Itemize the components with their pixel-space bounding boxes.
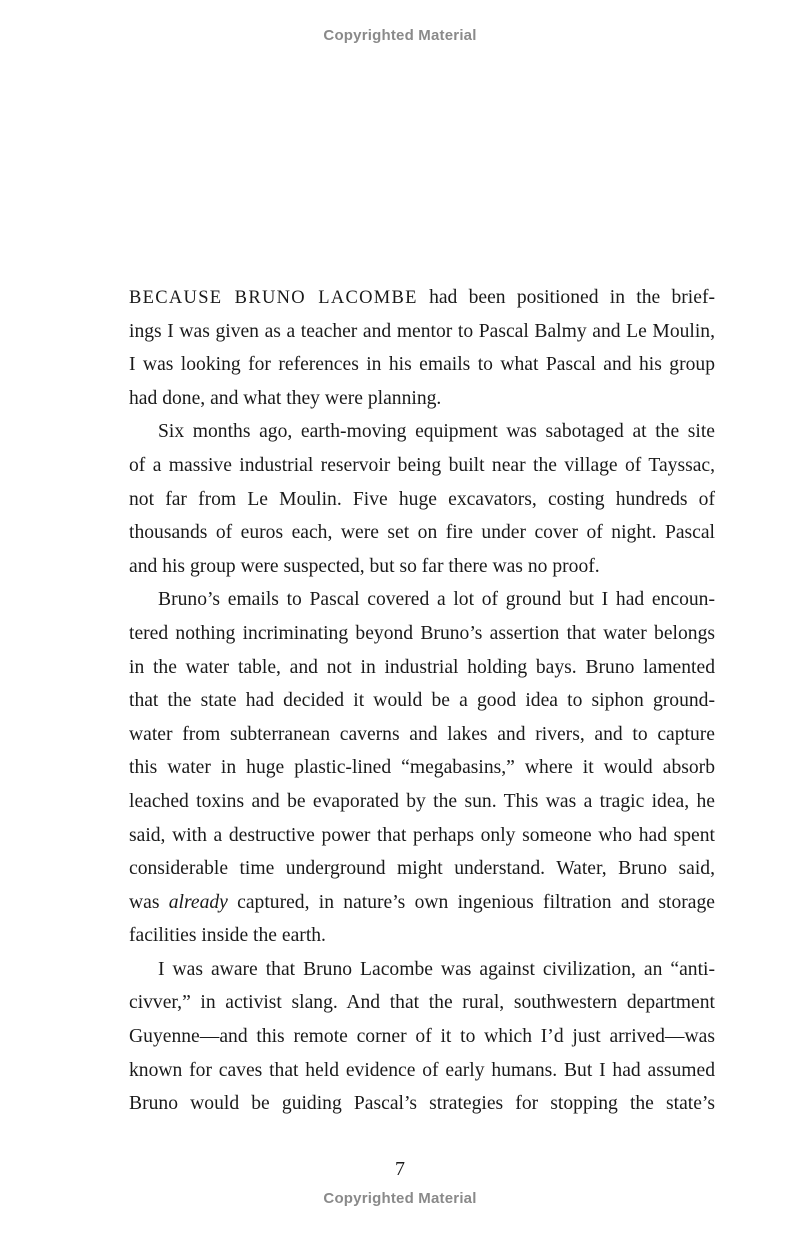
- text-line: facilities inside the earth.: [129, 925, 326, 947]
- text-line: thousands of euros each, were set on fire under cover of night. Pascal: [129, 522, 715, 544]
- text-line: was already captured, in nature’s own ingenious filtration and storage: [129, 891, 716, 913]
- text-line: tered nothing incriminating beyond Bruno’s assertion that water belongs: [129, 622, 715, 644]
- text-line: Bruno would be guiding Pascal’s strategies for stopping the state’s: [129, 1093, 715, 1115]
- text-line: not far from Le Moulin. Five huge excavators, costing hundreds of: [129, 488, 715, 510]
- small-caps-opening: BECAUSE BRUNO LACOMBE: [129, 288, 418, 308]
- watermark-top: Copyrighted Material: [323, 27, 477, 44]
- text-line: this water in huge plastic-lined “megabasins,” where it would absorb: [129, 757, 715, 779]
- text-line: civver,” in activist slang. And that the rural, southwestern department: [129, 992, 715, 1014]
- text-line: that the state had decided it would be a good idea to siphon ground-: [129, 690, 715, 712]
- text-line: said, with a destructive power that perhaps only someone who had spent: [129, 824, 715, 846]
- body-text: [129, 281, 715, 1121]
- text-line: considerable time underground might understand. Water, Bruno said,: [129, 858, 715, 880]
- text-line: ings I was given as a teacher and mentor to Pascal Balmy and Le Moulin,: [129, 320, 715, 342]
- text-line: BECAUSE BRUNO LACOMBE had been positioned in the brief-: [129, 287, 715, 308]
- text-line: Six months ago, earth-moving equipment was sabotaged at the site: [158, 421, 715, 443]
- text-line: and his group were suspected, but so far there was no proof.: [129, 555, 600, 577]
- text-line: of a massive industrial reservoir being built near the village of Tayssac,: [129, 454, 715, 476]
- text-line: I was looking for references in his emails to what Pascal and his group: [129, 354, 715, 376]
- text-line: leached toxins and be evaporated by the sun. This was a tragic idea, he: [129, 790, 715, 812]
- text-line: water from subterranean caverns and lakes and rivers, and to capture: [129, 723, 715, 745]
- text-line: Bruno’s emails to Pascal covered a lot of ground but I had encoun-: [158, 589, 715, 611]
- text-line: had done, and what they were planning.: [129, 387, 442, 409]
- text-line: Guyenne—and this remote corner of it to which I’d just arrived—was: [129, 1026, 715, 1048]
- page-number: 7: [395, 1158, 405, 1180]
- text-line: in the water table, and not in industrial holding bays. Bruno lamented: [129, 656, 715, 678]
- italic-emphasis: already: [168, 891, 228, 913]
- watermark-bottom: Copyrighted Material: [323, 1190, 477, 1207]
- text-line: I was aware that Bruno Lacombe was against civilization, an “anti-: [158, 958, 715, 980]
- text-line: known for caves that held evidence of early humans. But I had assumed: [129, 1059, 715, 1081]
